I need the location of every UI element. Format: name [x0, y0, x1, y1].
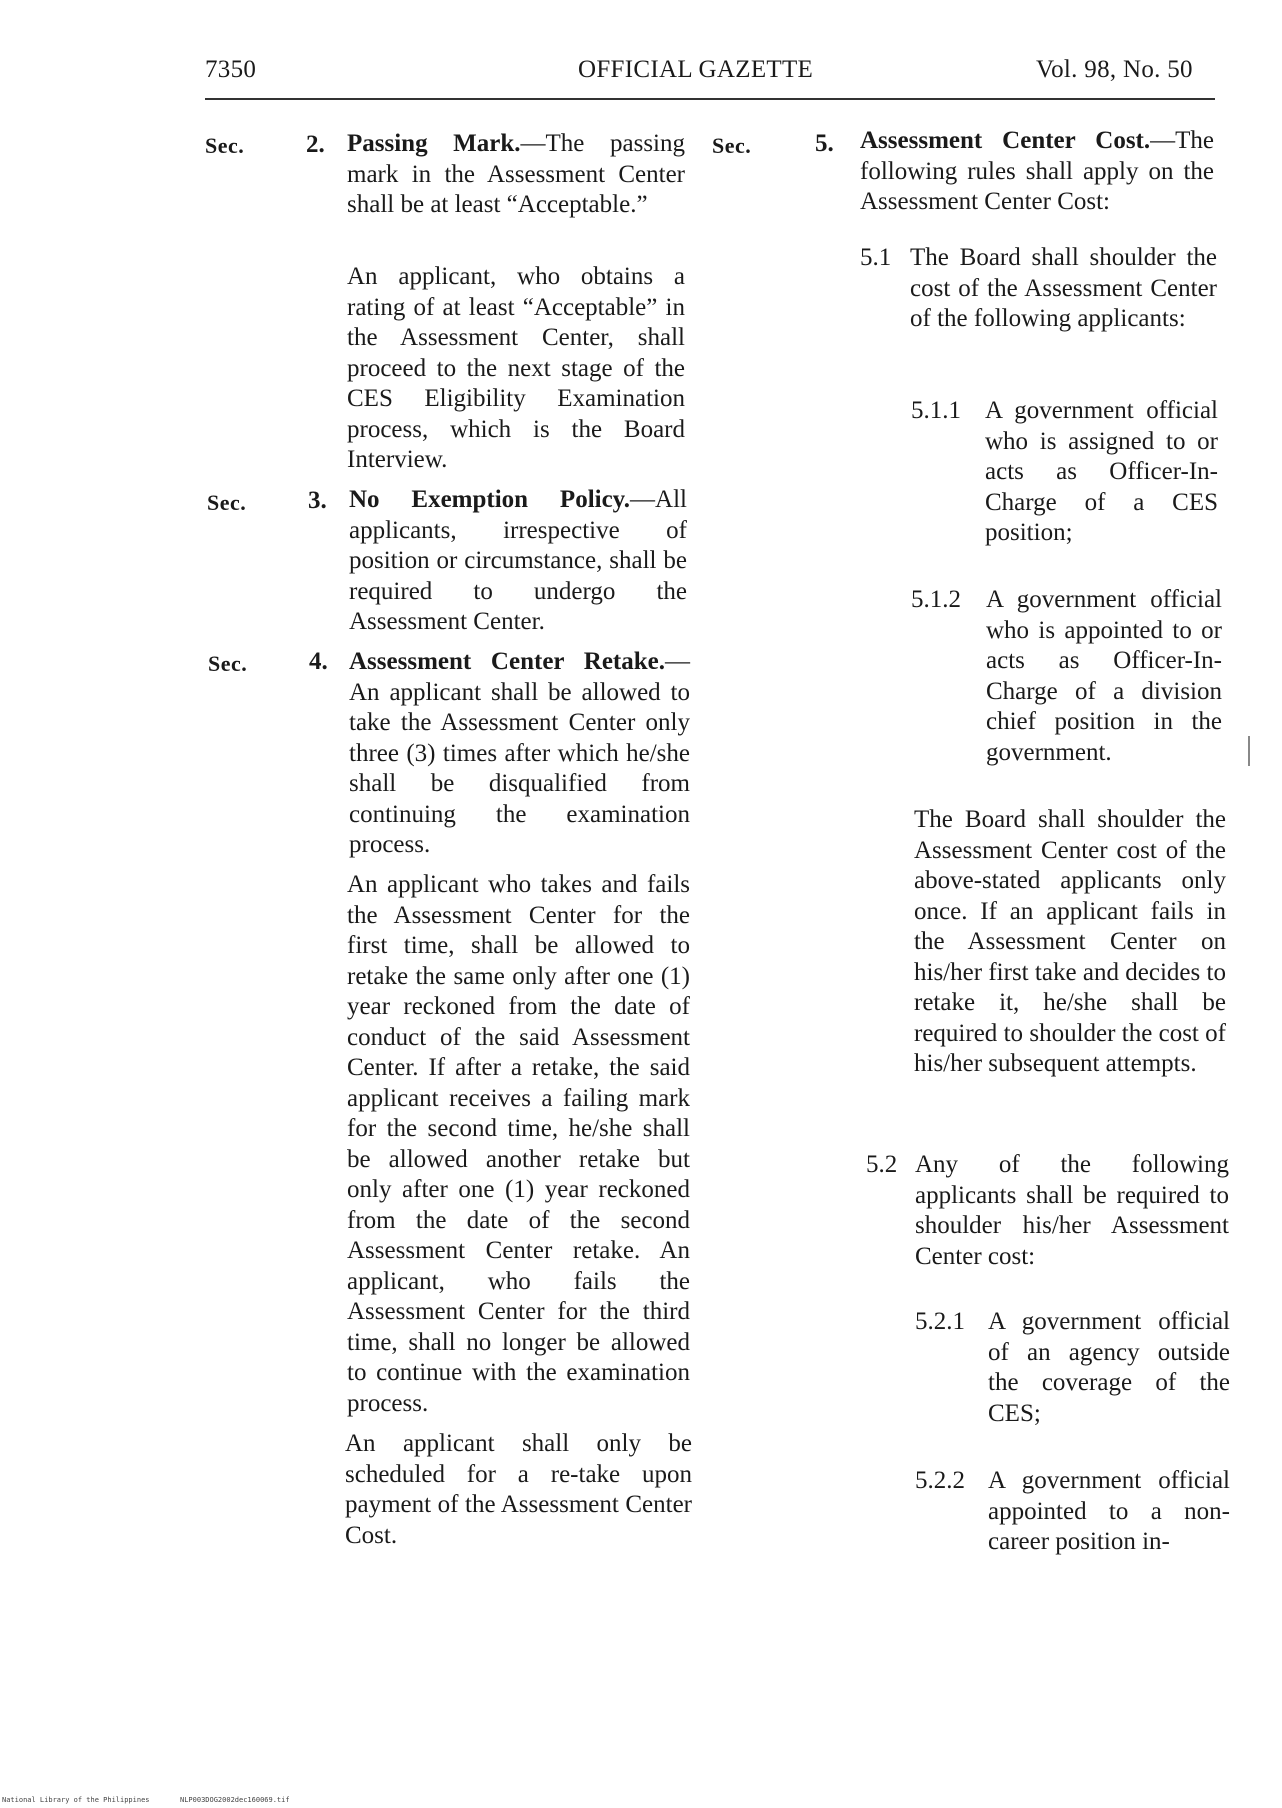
section-5-number: 5.: [815, 130, 834, 157]
rule-5-2-1-number: 5.2.1: [915, 1308, 965, 1335]
section-2-paragraph-2: An applicant, who obtains a rating of at least “Acceptable” in the Assessment Center, shall proceed to the next stage of the CES Eligibility Examination process, which is the Board Interview.: [347, 263, 685, 473]
section-2-text: [347, 129, 685, 221]
section-2-number: 2.: [306, 131, 325, 158]
section-4-body: —An applicant shall be allowed to take the Assessment Center only three (3) times after which he/she shall be disqualified from continuing the examination process.: [349, 648, 690, 858]
section-3-label: Sec.: [207, 490, 247, 515]
section-3-body: —All applicants, irrespective of position or circumstance, shall be required to undergo the Assessment Center.: [349, 486, 687, 635]
rule-5-2-number: 5.2: [866, 1151, 898, 1178]
rule-5-1-2-text: A government official who is appointed to or acts as Officer-In-Charge of a division chief position in the government.: [986, 586, 1222, 766]
section-4-text: [349, 647, 690, 861]
footer-filename: NLP003DOG2002dec160069.tif: [180, 1796, 290, 1804]
rule-5-1-1-number: 5.1.1: [911, 397, 961, 424]
section-2-body: —The passing mark in the Assessment Center shall be at least “Acceptable.”: [347, 130, 685, 218]
section-5-text: [860, 126, 1214, 218]
page-number: 7350: [205, 56, 257, 83]
scan-mark: [1248, 736, 1250, 766]
section-2-heading: Passing Mark.: [347, 130, 521, 157]
publication-title: OFFICIAL GAZETTE: [578, 56, 814, 83]
volume-issue: Vol. 98, No. 50: [1036, 56, 1193, 83]
section-3-text: [349, 485, 687, 638]
section-3-heading: No Exemption Policy.: [349, 486, 631, 513]
rule-5-1-text: The Board shall shoulder the cost of the Assessment Center of the following applicants:: [910, 244, 1217, 332]
rule-5-1-2-number: 5.1.2: [911, 586, 961, 613]
section-5-label: Sec.: [712, 133, 752, 158]
rule-5-1-number: 5.1: [860, 244, 892, 271]
header-rule: [205, 98, 1215, 100]
section-5-heading: Assessment Center Cost.: [860, 127, 1151, 154]
rule-5-2-text: Any of the following applicants shall be required to shoulder his/her Assessment Center cost:: [915, 1151, 1229, 1270]
rule-5-1-1-text: A government official who is assigned to or acts as Officer-In-Charge of a CES position;: [985, 397, 1218, 546]
section-4-paragraph-2: An applicant who takes and fails the Assessment Center for the first time, shall be allowed to retake the same only after one (1) year reckoned from the date of conduct of the said Assessment Center. If after a retake, the said applicant receives a failing mark for the second time, he/she shall be allowed another retake but only after one (1) year reckoned from the date of the second Assessment Center retake. An applicant, who fails the Assessment Center for the third time, shall no longer be allowed to continue with the examination process.: [347, 871, 690, 1417]
section-4-number: 4.: [309, 648, 328, 675]
rule-5-2-2-text: A government official appointed to a non-career position in-: [988, 1467, 1230, 1555]
section-4-heading: Assessment Center Retake.: [349, 648, 665, 675]
section-4-label: Sec.: [208, 651, 248, 676]
footer-library: National Library of the Philippines: [2, 1796, 150, 1804]
section-3-number: 3.: [308, 487, 327, 514]
rule-5-1-note: The Board shall shoulder the Assessment Center cost of the above-stated applicants only once. If an applicant fails in the Assessment Center on his/her first take and decides to retake it, he/she shall be required to shoulder the cost of his/her subsequent attempts.: [914, 806, 1226, 1077]
rule-5-2-1-text: A government official of an agency outside the coverage of the CES;: [988, 1308, 1230, 1427]
section-4-paragraph-3: An applicant shall only be scheduled for a re-take upon payment of the Assessment Center Cost.: [345, 1430, 692, 1549]
section-5-body: —The following rules shall apply on the Assessment Center Cost:: [860, 127, 1214, 215]
section-2-label: Sec.: [205, 133, 245, 158]
rule-5-2-2-number: 5.2.2: [915, 1467, 965, 1494]
